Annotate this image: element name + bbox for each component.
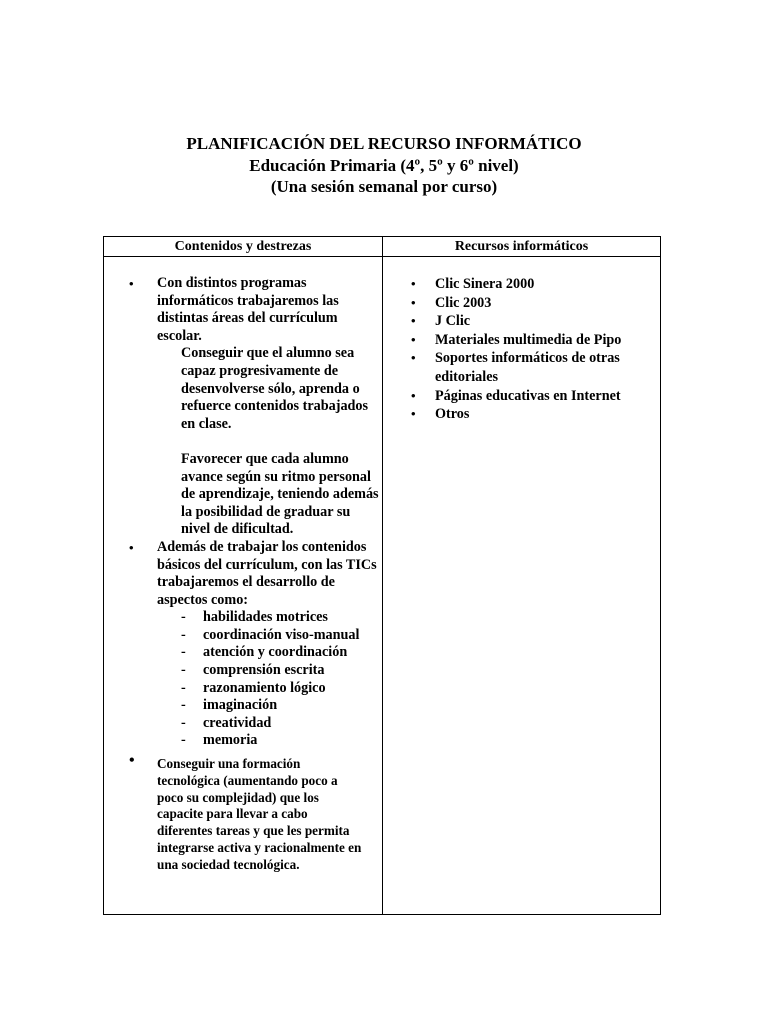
paragraph-text: Favorecer que cada alumno avance según su ritmo personal de aprendizaje, teniendo además la posibilidad de graduar su nivel de dificultad. [181,450,379,538]
dash-icon: - [181,609,186,626]
sub-list-item [104,662,382,680]
list-item [383,275,660,294]
list-item [383,405,660,424]
bullet-icon: • [411,313,416,329]
bullet-icon: • [411,276,416,291]
bullet-icon: • [129,752,135,770]
sub-item-text: habilidades motrices [203,609,328,626]
list-item [383,387,660,406]
resource-text: Otros [435,406,470,423]
sub-item-text: comprensión escrita [203,662,325,679]
resource-text: Clic Sinera 2000 [435,276,535,292]
resource-text: J Clic [435,313,471,330]
paragraph-text: Conseguir que el alumno sea capaz progresivamente de desenvolverse sólo, aprenda o refuerce contenidos trabajados en clase. [181,345,369,432]
bullet-icon: • [411,387,416,403]
sub-list-item [104,732,382,750]
list-item [383,312,660,331]
dash-icon: - [181,644,186,661]
dash-icon: - [181,679,186,696]
bullet-icon: • [129,276,134,291]
sub-item-text: razonamiento lógico [203,679,326,696]
resource-text: Soportes informáticos de otras editoriales [435,350,620,385]
list-item [383,331,660,350]
sub-item-text: creatividad [203,714,272,731]
dash-icon: - [181,732,186,749]
bullet-text: Conseguir una formación tecnológica (aumentando poco a poco su complejidad) que los capacite para llevar a cabo diferentes tareas y que les permita integrarse activa y racionalmente en una sociedad tecnológica. [157,756,362,872]
resource-text: Páginas educativas en Internet [435,387,621,404]
list-item [104,275,382,345]
bullet-text: Además de trabajar los contenidos básicos del currículum, con las TICs trabajaremos el desarrollo de aspectos como: [157,538,377,608]
resources-column [383,275,660,424]
bullet-icon: • [411,406,416,422]
dash-icon: - [181,714,186,731]
dash-icon: - [181,662,186,679]
sub-list-item [104,697,382,715]
dash-icon: - [181,626,186,643]
sub-list-item [104,680,382,698]
sub-item-text: coordinación viso-manual [203,626,360,643]
sub-list-item [104,644,382,662]
contents-column [104,275,382,874]
document-note: (Una sesión semanal por curso) [270,177,498,196]
list-item [383,349,660,386]
document-title: PLANIFICACIÓN DEL RECURSO INFORMÁTICO [186,134,582,153]
document-subtitle: Educación Primaria (4º, 5º y 6º nivel) [249,156,519,175]
dash-icon: - [181,697,186,714]
sub-item-text: atención y coordinación [203,644,348,661]
list-item [383,294,660,313]
header-divider [104,256,660,257]
resource-text: Materiales multimedia de Pipo [435,331,622,348]
sub-list-item [104,627,382,645]
bullet-icon: • [411,350,416,366]
resource-text: Clic 2003 [435,294,492,311]
list-item [104,539,382,609]
document-heading [0,133,768,197]
column-header-contents: Contenidos y destrezas [174,239,312,254]
sub-item-text: imaginación [203,697,278,714]
sub-item-text: memoria [203,732,258,749]
sub-list-item [104,715,382,733]
bullet-icon: • [411,294,416,310]
bullet-icon: • [129,539,134,555]
column-header-resources: Recursos informáticos [454,239,589,254]
list-item [104,752,382,874]
bullet-text: Con distintos programas informáticos trabajaremos las distintas áreas del currículum escolar. [157,275,339,344]
planning-table [103,236,661,915]
bullet-icon: • [411,331,416,347]
sub-list-item [104,609,382,627]
